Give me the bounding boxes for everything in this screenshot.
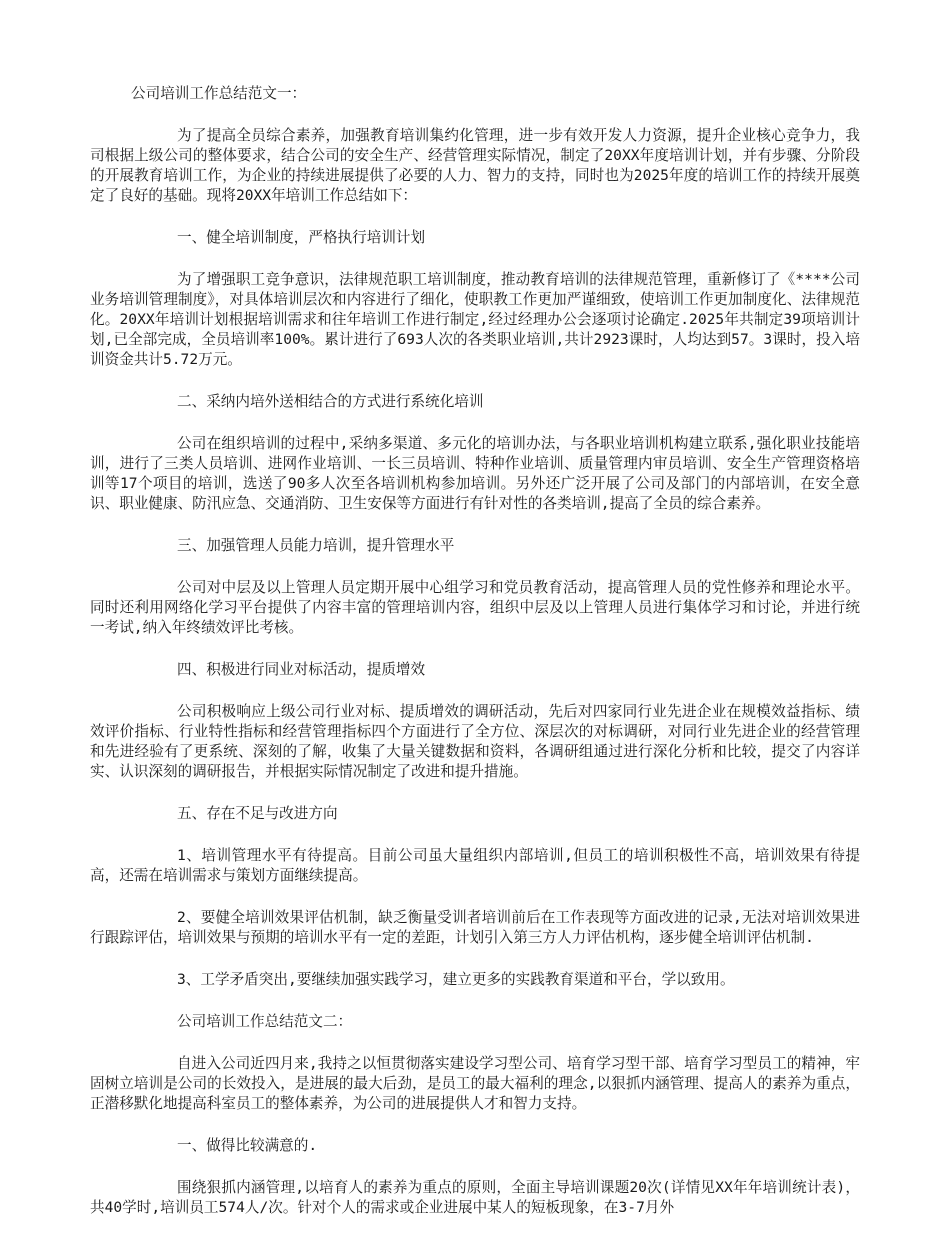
section-heading: 二、采纳内培外送相结合的方式进行系统化培训: [177, 393, 484, 410]
paragraph: 公司在组织培训的过程中,采纳多渠道、多元化的培训办法，与各职业培训机构建立联系,强化职业技能培训，进行了三类人员培训、进网作业培训、一长三员培训、特种作业培训、质量管理内审员培训、安全生产管理资格培训等17个项目的培训，选送了90多人次至各培训机构参加培训。另外还广泛开展了公司及部门的内部培训，在安全意识、职业健康、防汛应急、交通消防、卫生安保等方面进行有针对性的各类培训,提高了全员的综合素养。: [90, 435, 860, 512]
section-heading: 三、加强管理人员能力培训，提升管理水平: [177, 537, 455, 554]
list-item: 2、要健全培训效果评估机制，缺乏衡量受训者培训前后在工作表现等方面改进的记录,无法对培训效果进行跟踪评估，培训效果与预期的培训水平有一定的差距，计划引入第三方人力评估机构，逐步健全培训评估机制.: [90, 909, 860, 946]
document-title: 公司培训工作总结范文一：: [131, 85, 307, 102]
paragraph: 公司积极响应上级公司行业对标、提质增效的调研活动，先后对四家同行业先进企业在规模效益指标、绩效评价指标、行业特性指标和经营管理指标四个方面进行了全方位、深层次的对标调研，对同行业先进企业的经营管理和先进经验有了更系统、深刻的了解，收集了大量关键数据和资料，各调研组通过进行深化分析和比较，提交了内容详实、认识深刻的调研报告，并根据实际情况制定了改进和提升措施。: [90, 703, 860, 780]
paragraph: 为了提高全员综合素养，加强教育培训集约化管理，进一步有效开发人力资源，提升企业核心竞争力，我司根据上级公司的整体要求，结合公司的安全生产、经营管理实际情况，制定了20XX年度培训计划，并有步骤、分阶段的开展教育培训工作，为企业的持续进展提供了必要的人力、智力的支持，同时也为2025年度的培训工作的持续开展奠定了良好的基础。现将20XX年培训工作总结如下：: [90, 127, 860, 204]
list-item: 1、培训管理水平有待提高。目前公司虽大量组织内部培训,但员工的培训积极性不高，培训效果有待提高，还需在培训需求与策划方面继续提高。: [90, 847, 860, 884]
list-item: 3、工学矛盾突出,要继续加强实践学习，建立更多的实践教育渠道和平台，学以致用。: [177, 971, 735, 988]
paragraph: 围绕狠抓内涵管理,以培育人的素养为重点的原则，全面主导培训课题20次(详情见XX年年培训统计表)，共40学时,培训员工574人/次。针对个人的需求或企业进展中某人的短板现象，在3-7月外: [90, 1179, 860, 1216]
section-heading: 一、做得比较满意的.: [177, 1137, 318, 1154]
paragraph: 为了增强职工竞争意识，法律规范职工培训制度，推动教育培训的法律规范管理，重新修订了《****公司业务培训管理制度》，对具体培训层次和内容进行了细化，使职教工作更加严谨细致，使培训工作更加制度化、法律规范化。20XX年培训计划根据培训需求和往年培训工作进行制定,经过经理办公会逐项讨论确定.2025年共制定39项培训计划,已全部完成，全员培训率100%。累计进行了693人次的各类职业培训,共计2923课时，人均达到57。3课时，投入培训资金共计5.72万元。: [90, 271, 860, 368]
section-heading: 四、积极进行同业对标活动，提质增效: [177, 661, 426, 678]
document-title-2: 公司培训工作总结范文二：: [177, 1013, 353, 1030]
section-heading: 五、存在不足与改进方向: [177, 805, 338, 822]
paragraph: 公司对中层及以上管理人员定期开展中心组学习和党员教育活动，提高管理人员的党性修养和理论水平。同时还利用网络化学习平台提供了内容丰富的管理培训内容，组织中层及以上管理人员进行集体学习和讨论，并进行统一考试,纳入年终绩效评比考核。: [90, 579, 860, 636]
section-heading: 一、健全培训制度，严格执行培训计划: [177, 229, 426, 246]
document-body: [90, 84, 860, 1240]
paragraph: 自进入公司近四月来,我持之以恒贯彻落实建设学习型公司、培育学习型干部、培育学习型员工的精神，牢固树立培训是公司的长效投入，是进展的最大后劲，是员工的最大福利的理念,以狠抓内涵管理、提高人的素养为重点，正潜移默化地提高科室员工的整体素养，为公司的进展提供人才和智力支持。: [90, 1055, 860, 1112]
